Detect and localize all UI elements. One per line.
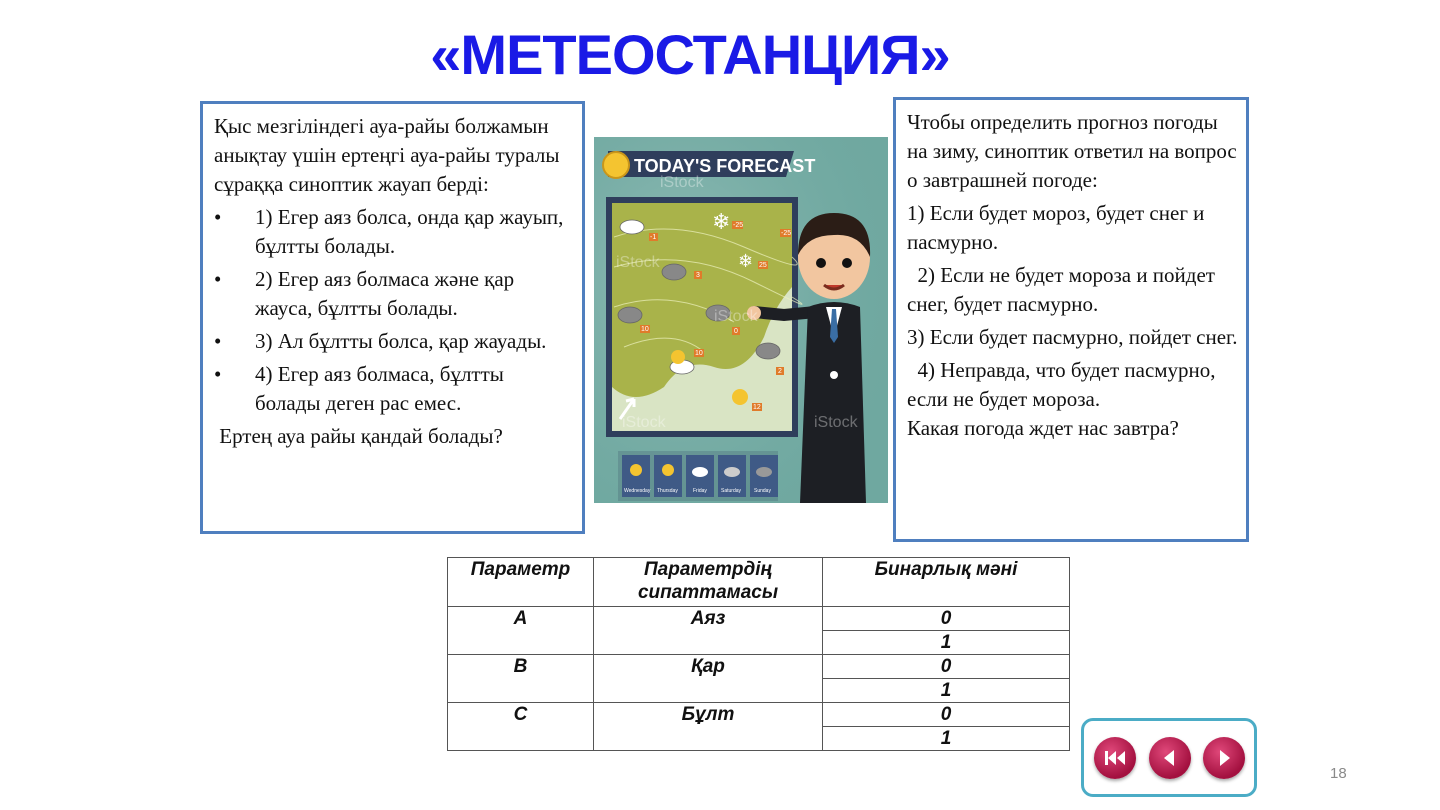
bullet-icon: • <box>214 205 222 229</box>
snowflake-icon: ❄ <box>712 209 731 234</box>
triangle-right-icon <box>1203 737 1245 779</box>
column-header: Параметрдің сипаттамасы <box>594 558 823 607</box>
previous-slide-button[interactable] <box>1149 737 1191 779</box>
russian-condition-1: 1) Если будет мороз, будет снег и пасмурно. <box>907 201 1210 254</box>
sun-icon <box>671 350 685 364</box>
table-header-row <box>448 558 1070 607</box>
bullet-icon: • <box>214 362 222 386</box>
russian-condition-4: 4) Неправда, что будет пасмурно, если не будет мороза. <box>907 358 1221 411</box>
temp-label: -25 <box>781 230 792 237</box>
cloud-icon <box>620 220 644 234</box>
kazakh-condition-3 <box>214 327 572 356</box>
bullet-icon: • <box>214 267 222 291</box>
binary-value-cell: 1 <box>823 727 1070 751</box>
temp-label: -25 <box>733 222 744 229</box>
next-slide-button[interactable] <box>1203 737 1245 779</box>
page-number: 18 <box>1330 765 1347 782</box>
slide-title: «МЕТЕОСТАНЦИЯ» <box>430 23 950 86</box>
russian-task-box <box>893 97 1249 542</box>
param-cell: A <box>448 607 594 655</box>
triangle-left-icon <box>1149 737 1191 779</box>
kazakh-condition-text: 3) Ал бұлтты болса, қар жауады. <box>255 329 547 353</box>
watermark: iStock <box>714 308 758 325</box>
kazakh-condition-text: 4) Егер аяз болмаса, бұлтты болады деген рас емес. <box>255 362 504 415</box>
temp-label: -1 <box>650 234 657 241</box>
param-cell: B <box>448 655 594 703</box>
kazakh-intro: Қыс мезгіліндегі ауа-райы болжамын анықтау үшін ертеңгі ауа-райы туралы сұраққа синоптик жауап берді: <box>214 114 560 196</box>
binary-value-cell: 0 <box>823 655 1070 679</box>
kazakh-condition-text: 1) Егер аяз болса, онда қар жауып, бұлтты болады. <box>255 205 564 258</box>
russian-question: Какая погода ждет нас завтра? <box>907 416 1179 440</box>
kazakh-condition-4 <box>214 360 572 418</box>
day-label: Friday <box>693 488 707 494</box>
column-header: Бинарлық мәні <box>823 558 1070 607</box>
bullet-icon: • <box>214 329 222 353</box>
binary-value-cell: 1 <box>823 631 1070 655</box>
day-label: Wednesday <box>624 488 651 494</box>
skip-back-icon <box>1094 737 1136 779</box>
first-slide-button[interactable] <box>1094 737 1136 779</box>
rain-cloud-icon <box>756 343 780 359</box>
column-header: Параметр <box>448 558 594 607</box>
binary-value-cell: 0 <box>823 607 1070 631</box>
kazakh-question: Ертең ауа райы қандай болады? <box>214 424 503 448</box>
slide-navigation <box>1081 718 1257 797</box>
kazakh-condition-2 <box>214 265 572 323</box>
binary-value-cell: 1 <box>823 679 1070 703</box>
watermark: iStock <box>660 174 704 191</box>
sun-icon <box>732 389 748 405</box>
temp-label: 3 <box>696 272 700 279</box>
rain-cloud-icon <box>662 264 686 280</box>
russian-condition-2: 2) Если не будет мороза и пойдет снег, будет пасмурно. <box>907 263 1221 316</box>
kazakh-condition-text: 2) Егер аяз болмаса және қар жауса, бұлтты болады. <box>255 267 515 320</box>
sun-icon <box>603 152 629 178</box>
desc-cell: Бұлт <box>594 703 823 751</box>
binary-value-cell: 0 <box>823 703 1070 727</box>
temp-label: 0 <box>734 328 738 335</box>
day-label: Sunday <box>754 488 771 494</box>
temp-label: 10 <box>695 350 703 357</box>
watermark: iStock <box>814 414 858 431</box>
kazakh-condition-1 <box>214 203 572 261</box>
temp-label: 12 <box>753 404 761 411</box>
day-label: Thursday <box>657 488 678 494</box>
watermark: iStock <box>616 254 660 271</box>
watermark: iStock <box>622 414 666 431</box>
temp-label: 25 <box>759 262 767 269</box>
table-row <box>448 655 1070 679</box>
table-row <box>448 607 1070 631</box>
weather-forecast-illustration <box>594 137 888 503</box>
table-row <box>448 703 1070 727</box>
temp-label: 10 <box>641 326 649 333</box>
desc-cell: Аяз <box>594 607 823 655</box>
desc-cell: Қар <box>594 655 823 703</box>
kazakh-conditions-list <box>214 203 572 418</box>
kazakh-task-box <box>200 101 585 534</box>
russian-condition-3: 3) Если будет пасмурно, пойдет снег. <box>907 325 1238 349</box>
snowflake-icon: ❄ <box>738 251 754 271</box>
russian-intro: Чтобы определить прогноз погоды на зиму, синоптик ответил на вопрос о завтрашней погоде: <box>907 110 1237 192</box>
day-label: Saturday <box>721 488 742 494</box>
temp-label: 2 <box>778 368 782 375</box>
rain-cloud-icon <box>618 307 642 323</box>
param-cell: C <box>448 703 594 751</box>
banner-text: TODAY'S FORECAST <box>634 156 816 176</box>
parameter-table <box>447 557 1070 751</box>
